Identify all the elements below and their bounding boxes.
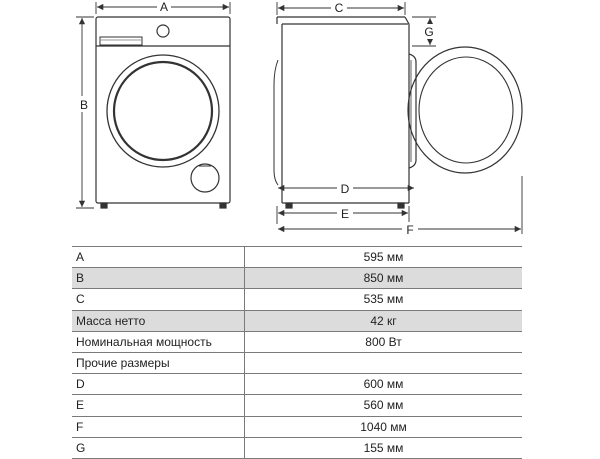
table-row [72, 374, 522, 395]
table-row [72, 395, 522, 416]
spec-label: E [72, 395, 245, 416]
label-a: A [159, 0, 169, 14]
label-e: E [340, 207, 350, 221]
table-row [72, 268, 522, 289]
front-foot-left [101, 203, 107, 208]
spec-value: 800 Вт [245, 331, 523, 352]
label-d: D [340, 182, 350, 196]
door-outer [107, 55, 219, 167]
table-row [72, 289, 522, 310]
spec-label: B [72, 268, 245, 289]
table-row [72, 247, 522, 268]
table-row [72, 331, 522, 352]
spec-value: 1040 мм [245, 416, 523, 437]
table-row [72, 437, 522, 458]
spec-value [245, 352, 523, 373]
specifications-table [72, 246, 522, 459]
table-row [72, 416, 522, 437]
detergent-drawer [100, 37, 142, 45]
side-view [274, 17, 522, 208]
label-g: G [424, 25, 434, 39]
table-row [72, 310, 522, 331]
side-foot-left [286, 203, 292, 208]
open-door-outer [408, 47, 522, 173]
spec-label: A [72, 247, 245, 268]
label-c: C [334, 1, 344, 15]
spec-label: G [72, 437, 245, 458]
spec-label: C [72, 289, 245, 310]
spec-label: D [72, 374, 245, 395]
side-foot-right [398, 203, 404, 208]
spec-label: Номинальная мощность [72, 331, 245, 352]
spec-value: 42 кг [245, 310, 523, 331]
spec-label: F [72, 416, 245, 437]
label-b: B [79, 98, 89, 112]
label-f: F [406, 223, 414, 237]
spec-value: 560 мм [245, 395, 523, 416]
dimension-b [76, 17, 94, 208]
spec-value: 600 мм [245, 374, 523, 395]
door-inner [114, 62, 212, 160]
spec-label: Масса нетто [72, 310, 245, 331]
front-foot-right [220, 203, 226, 208]
table-row [72, 352, 522, 373]
spec-value: 155 мм [245, 437, 523, 458]
spec-value: 850 мм [245, 268, 523, 289]
front-view [96, 17, 230, 208]
spec-label: Прочие размеры [72, 352, 245, 373]
program-knob-icon [157, 25, 169, 37]
open-door-inner [419, 57, 513, 163]
spec-value: 535 мм [245, 289, 523, 310]
filter-hatch [191, 164, 219, 192]
spec-value: 595 мм [245, 247, 523, 268]
side-door-profile [409, 54, 416, 168]
